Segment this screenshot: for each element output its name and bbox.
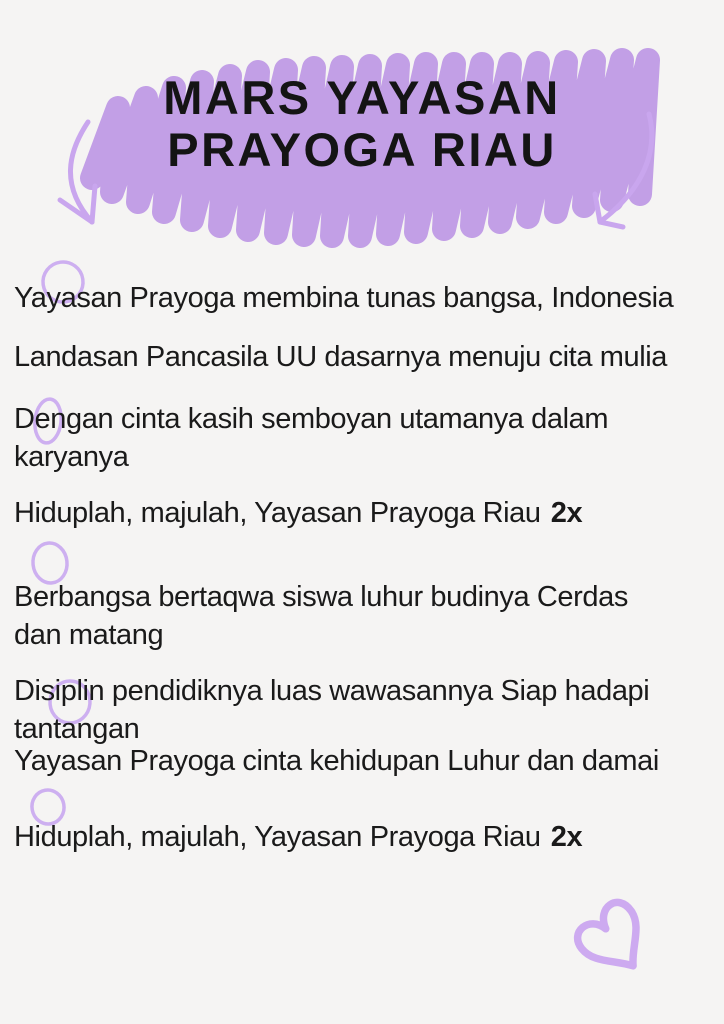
- page-title: [0, 72, 724, 176]
- lyric-paragraph-6: [14, 672, 720, 748]
- lyric-paragraph-8: [14, 818, 720, 856]
- lyric-text: Hiduplah, majulah, Yayasan Prayoga Riau: [14, 821, 541, 853]
- title-line-1: MARS YAYASAN: [163, 71, 561, 124]
- lyric-text: Hiduplah, majulah, Yayasan Prayoga Riau: [14, 497, 541, 529]
- lyric-line: dan matang: [14, 619, 164, 651]
- heart-doodle-icon: [570, 897, 657, 984]
- lyric-line: Dengan cinta kasih semboyan utamanya dalam: [14, 403, 609, 435]
- lyric-line: Yayasan Prayoga membina tunas bangsa, Indonesia: [14, 282, 674, 314]
- lyric-line: [14, 818, 720, 856]
- lyric-line: Landasan Pancasila UU dasarnya menuju cita mulia: [14, 341, 668, 373]
- lyric-line: Berbangsa bertaqwa siswa luhur budinya Cerdas: [14, 581, 628, 613]
- repeat-marker: 2x: [550, 821, 583, 853]
- lyric-paragraph-2: [14, 338, 720, 376]
- lyric-line: Yayasan Prayoga cinta kehidupan Luhur dan damai: [14, 745, 659, 777]
- lyric-paragraph-7: [14, 742, 720, 780]
- lyric-paragraph-5: [14, 578, 720, 654]
- lyric-line: tantangan: [14, 713, 140, 745]
- repeat-marker: 2x: [550, 497, 583, 529]
- lyric-paragraph-4: [14, 494, 720, 532]
- lyric-line: karyanya: [14, 441, 129, 473]
- title-line-2: PRAYOGA RIAU: [167, 123, 557, 176]
- lyric-paragraph-1: [14, 279, 720, 317]
- lyric-line: Disiplin pendidiknya luas wawasannya Siap hadapi: [14, 675, 650, 707]
- lyric-line: [14, 494, 720, 532]
- lyric-paragraph-3: [14, 400, 720, 476]
